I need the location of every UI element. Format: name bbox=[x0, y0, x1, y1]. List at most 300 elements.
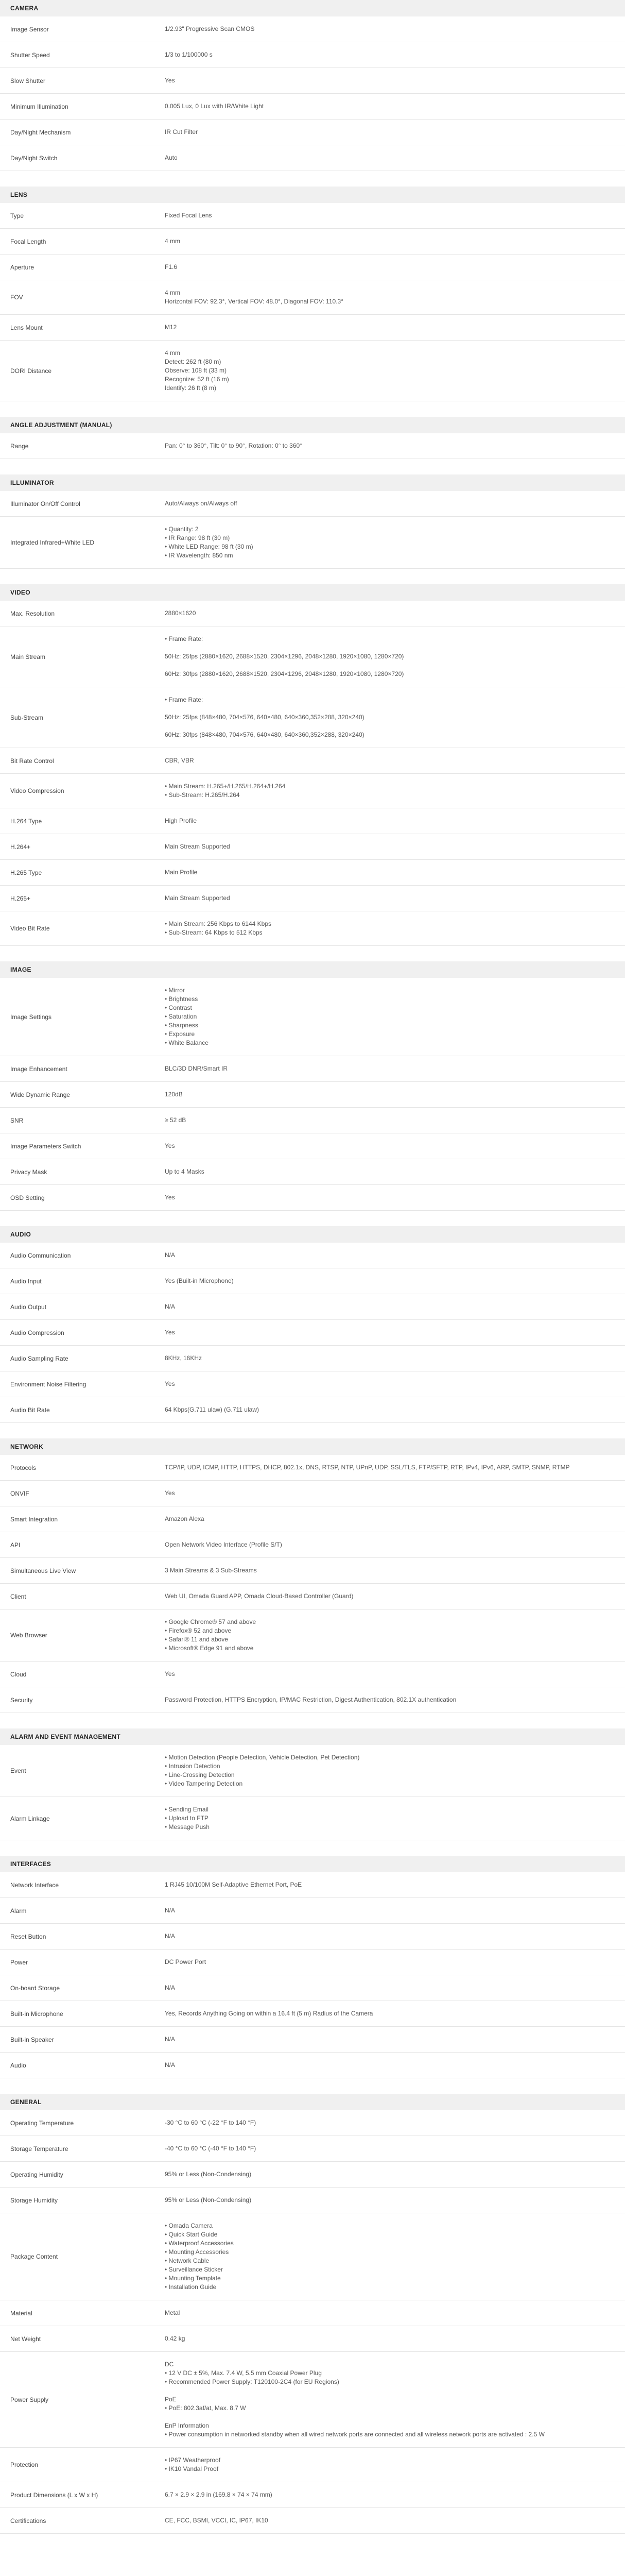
spec-label: Privacy Mask bbox=[10, 1168, 47, 1176]
spec-value-line: • Quick Start Guide bbox=[165, 2231, 218, 2238]
spec-value-line: 0.42 kg bbox=[165, 2335, 185, 2342]
spec-value bbox=[139, 2053, 625, 2078]
spec-value-line: Metal bbox=[165, 2309, 180, 2316]
spec-value bbox=[139, 433, 625, 459]
spec-value bbox=[139, 1185, 625, 1210]
spec-value-line: 3 Main Streams & 3 Sub-Streams bbox=[165, 1567, 257, 1574]
spec-row bbox=[0, 2482, 625, 2508]
spec-value bbox=[139, 1320, 625, 1345]
spec-value-line: N/A bbox=[165, 2036, 176, 2043]
spec-section bbox=[0, 0, 625, 171]
spec-value-line: Yes bbox=[165, 1489, 175, 1497]
spec-label: Shutter Speed bbox=[10, 51, 50, 59]
spec-value-line: Identify: 26 ft (8 m) bbox=[165, 384, 217, 392]
spec-row bbox=[0, 1745, 625, 1797]
section-title: CAMERA bbox=[0, 0, 625, 16]
spec-row bbox=[0, 1185, 625, 1211]
spec-row bbox=[0, 1975, 625, 2001]
spec-label: Slow Shutter bbox=[10, 77, 46, 84]
spec-value-line: 50Hz: 25fps (2880×1620, 2688×1520, 2304×1296, 2048×1280, 1920×1080, 1280×720) bbox=[165, 653, 404, 660]
spec-value bbox=[139, 1371, 625, 1397]
spec-value bbox=[139, 1558, 625, 1583]
spec-label: Range bbox=[10, 442, 29, 450]
spec-row bbox=[0, 2300, 625, 2326]
spec-value bbox=[139, 834, 625, 859]
spec-value-line: 4 mm bbox=[165, 238, 180, 245]
spec-row bbox=[0, 68, 625, 94]
spec-section bbox=[0, 961, 625, 1211]
spec-value bbox=[139, 1455, 625, 1480]
spec-value-line: CBR, VBR bbox=[165, 757, 194, 764]
spec-value bbox=[139, 341, 625, 401]
spec-value-line: • Sending Email bbox=[165, 1806, 209, 1813]
spec-row bbox=[0, 1687, 625, 1713]
spec-value-line: • IP67 Weatherproof bbox=[165, 2456, 221, 2464]
spec-label: ONVIF bbox=[10, 1489, 29, 1497]
spec-row bbox=[0, 808, 625, 834]
spec-value-line: N/A bbox=[165, 1907, 176, 1914]
spec-value-line: • Contrast bbox=[165, 1004, 192, 1011]
spec-row bbox=[0, 2188, 625, 2213]
spec-label: Lens Mount bbox=[10, 324, 43, 331]
spec-value bbox=[139, 2213, 625, 2300]
spec-row bbox=[0, 748, 625, 774]
spec-value-line: Open Network Video Interface (Profile S/T) bbox=[165, 1541, 282, 1548]
spec-value-line: N/A bbox=[165, 1251, 176, 1259]
spec-label: H.265+ bbox=[10, 894, 31, 902]
spec-value-line: 4 mm bbox=[165, 289, 180, 296]
spec-label: Operating Humidity bbox=[10, 2171, 63, 2178]
spec-label: Security bbox=[10, 1696, 33, 1704]
spec-row bbox=[0, 2326, 625, 2352]
spec-row bbox=[0, 1481, 625, 1506]
spec-value-line: • Frame Rate: bbox=[165, 696, 203, 703]
spec-label: Protection bbox=[10, 2461, 39, 2468]
spec-value-line: Auto/Always on/Always off bbox=[165, 500, 237, 507]
spec-row bbox=[0, 1584, 625, 1609]
spec-label: OSD Setting bbox=[10, 1194, 45, 1201]
spec-label: Audio Sampling Rate bbox=[10, 1354, 68, 1362]
spec-value-line: 60Hz: 30fps (2880×1620, 2688×1520, 2304×1296, 2048×1280, 1920×1080, 1280×720) bbox=[165, 670, 404, 677]
spec-row bbox=[0, 2213, 625, 2300]
spec-row bbox=[0, 145, 625, 171]
spec-value-line: Yes (Built-in Microphone) bbox=[165, 1277, 234, 1284]
spec-label: API bbox=[10, 1541, 21, 1549]
spec-label: Alarm bbox=[10, 1907, 27, 1914]
spec-value-line: Main Stream Supported bbox=[165, 843, 230, 850]
spec-value-line: N/A bbox=[165, 1984, 176, 1991]
spec-label: Material bbox=[10, 2309, 32, 2317]
spec-value-line: 64 Kbps(G.711 ulaw) (G.711 ulaw) bbox=[165, 1406, 259, 1413]
spec-label: Video Compression bbox=[10, 787, 64, 794]
spec-value-line: • Waterproof Accessories bbox=[165, 2240, 234, 2247]
spec-section bbox=[0, 584, 625, 946]
spec-row bbox=[0, 2162, 625, 2188]
spec-value bbox=[139, 1159, 625, 1184]
spec-row bbox=[0, 280, 625, 315]
spec-value-line: • Motion Detection (People Detection, Vehicle Detection, Pet Detection) bbox=[165, 1754, 360, 1761]
spec-value bbox=[139, 748, 625, 773]
spec-row bbox=[0, 255, 625, 280]
spec-value-line: • Mounting Accessories bbox=[165, 2248, 229, 2256]
spec-value-line: • Main Stream: 256 Kbps to 6144 Kbps bbox=[165, 920, 271, 927]
section-title: GENERAL bbox=[0, 2094, 625, 2110]
spec-value bbox=[139, 1268, 625, 1294]
spec-value bbox=[139, 16, 625, 42]
spec-value-line: • Upload to FTP bbox=[165, 1815, 209, 1822]
spec-label: Minimum Illumination bbox=[10, 103, 68, 110]
spec-row bbox=[0, 203, 625, 229]
spec-row bbox=[0, 2136, 625, 2162]
spec-label: Environment Noise Filtering bbox=[10, 1380, 86, 1388]
spec-row bbox=[0, 687, 625, 748]
spec-label: Reset Button bbox=[10, 1933, 46, 1940]
spec-value-line: TCP/IP, UDP, ICMP, HTTP, HTTPS, DHCP, 802.1x, DNS, RTSP, NTP, UPnP, UDP, SSL/TLS, FTP/SFTP, RTP, IPv4, IPv6, ARP, SMTP, SNMP, RTMP bbox=[165, 1464, 570, 1471]
spec-row bbox=[0, 1950, 625, 1975]
spec-label: Integrated Infrared+White LED bbox=[10, 539, 95, 546]
spec-row bbox=[0, 2027, 625, 2053]
spec-label: Built-in Microphone bbox=[10, 2010, 63, 2018]
spec-row bbox=[0, 1662, 625, 1687]
spec-value-line: DC Power Port bbox=[165, 1958, 206, 1965]
spec-row bbox=[0, 2053, 625, 2078]
spec-label: Wide Dynamic Range bbox=[10, 1091, 71, 1098]
spec-row bbox=[0, 120, 625, 145]
spec-value bbox=[139, 978, 625, 1056]
spec-value-line: • Firefox® 52 and above bbox=[165, 1627, 232, 1634]
spec-value-line: Main Profile bbox=[165, 869, 198, 876]
spec-value bbox=[139, 229, 625, 254]
spec-value-line: • Saturation bbox=[165, 1013, 197, 1020]
spec-value bbox=[139, 1609, 625, 1661]
spec-value bbox=[139, 517, 625, 568]
spec-value bbox=[139, 2110, 625, 2136]
spec-value bbox=[139, 860, 625, 885]
spec-value-line: • IR Range: 98 ft (30 m) bbox=[165, 534, 230, 541]
spec-row bbox=[0, 1558, 625, 1584]
spec-value bbox=[139, 687, 625, 748]
spec-value bbox=[139, 2300, 625, 2326]
spec-label: Audio Bit Rate bbox=[10, 1406, 50, 1414]
spec-value-line: 4 mm bbox=[165, 349, 180, 357]
spec-value-line: 60Hz: 30fps (848×480, 704×576, 640×480, 640×360,352×288, 320×240) bbox=[165, 731, 364, 738]
spec-label: Client bbox=[10, 1592, 26, 1600]
spec-row bbox=[0, 16, 625, 42]
spec-value-line: • White Balance bbox=[165, 1039, 209, 1046]
spec-label: Simultaneous Live View bbox=[10, 1567, 76, 1574]
spec-label: Network Interface bbox=[10, 1881, 59, 1889]
spec-section bbox=[0, 187, 625, 401]
spec-value bbox=[139, 1797, 625, 1840]
spec-label: Day/Night Switch bbox=[10, 154, 58, 162]
spec-value-line: Pan: 0° to 360°, Tilt: 0° to 90°, Rotation: 0° to 360° bbox=[165, 442, 302, 449]
spec-value-line: 95% or Less (Non-Condensing) bbox=[165, 2196, 252, 2204]
spec-value-line: -40 °C to 60 °C (-40 °F to 140 °F) bbox=[165, 2145, 256, 2152]
spec-value bbox=[139, 1975, 625, 2001]
spec-value-line: • Recommended Power Supply: T120100-2C4 (for EU Regions) bbox=[165, 2378, 339, 2385]
spec-value-line: Web UI, Omada Guard APP, Omada Cloud-Based Controller (Guard) bbox=[165, 1592, 354, 1600]
spec-value-line: Yes bbox=[165, 1380, 175, 1387]
spec-label: On-board Storage bbox=[10, 1984, 60, 1992]
section-title: ANGLE ADJUSTMENT (MANUAL) bbox=[0, 417, 625, 433]
spec-label: H.264 Type bbox=[10, 817, 42, 825]
spec-value bbox=[139, 2448, 625, 2482]
spec-section bbox=[0, 474, 625, 569]
spec-row bbox=[0, 1898, 625, 1924]
spec-row bbox=[0, 886, 625, 911]
spec-value-line: 2880×1620 bbox=[165, 609, 196, 617]
spec-value-line: • Sub-Stream: H.265/H.264 bbox=[165, 791, 240, 799]
spec-row bbox=[0, 1320, 625, 1346]
spec-row bbox=[0, 860, 625, 886]
spec-value bbox=[139, 1745, 625, 1797]
spec-label: Storage Temperature bbox=[10, 2145, 68, 2153]
spec-value bbox=[139, 1872, 625, 1897]
spec-value bbox=[139, 808, 625, 834]
spec-value bbox=[139, 1662, 625, 1687]
spec-value-line: • Line-Crossing Detection bbox=[165, 1771, 235, 1778]
spec-value bbox=[139, 1056, 625, 1081]
spec-value-line bbox=[165, 2413, 620, 2421]
spec-value-line: • Brightness bbox=[165, 995, 198, 1003]
spec-value bbox=[139, 1397, 625, 1422]
spec-row bbox=[0, 2001, 625, 2027]
spec-value bbox=[139, 2326, 625, 2351]
spec-section bbox=[0, 2094, 625, 2534]
spec-label: Protocols bbox=[10, 1464, 37, 1471]
section-title: VIDEO bbox=[0, 584, 625, 601]
section-title: AUDIO bbox=[0, 1226, 625, 1243]
spec-label: Event bbox=[10, 1767, 26, 1774]
spec-row bbox=[0, 1506, 625, 1532]
spec-value-line: M12 bbox=[165, 324, 177, 331]
spec-row bbox=[0, 626, 625, 687]
spec-value-line bbox=[165, 722, 620, 731]
spec-value-line: DC bbox=[165, 2361, 174, 2368]
spec-value-line: 95% or Less (Non-Condensing) bbox=[165, 2171, 252, 2178]
spec-value-line: Fixed Focal Lens bbox=[165, 212, 212, 219]
spec-value-line: • Frame Rate: bbox=[165, 635, 203, 642]
spec-value bbox=[139, 2027, 625, 2052]
spec-value-line bbox=[165, 2386, 620, 2395]
spec-value-line: N/A bbox=[165, 2061, 176, 2069]
spec-row bbox=[0, 1609, 625, 1662]
spec-row bbox=[0, 1797, 625, 1840]
spec-row bbox=[0, 1532, 625, 1558]
spec-label: Storage Humidity bbox=[10, 2196, 58, 2204]
spec-value-line: 1/2.93" Progressive Scan CMOS bbox=[165, 25, 255, 32]
spec-value-line: • Safari® 11 and above bbox=[165, 1636, 228, 1643]
spec-value bbox=[139, 774, 625, 808]
spec-value-line: 50Hz: 25fps (848×480, 704×576, 640×480, 640×360,352×288, 320×240) bbox=[165, 714, 364, 721]
spec-value-line: CE, FCC, BSMI, VCCI, IC, IP67, IK10 bbox=[165, 2517, 268, 2524]
spec-value-line: Amazon Alexa bbox=[165, 1515, 204, 1522]
spec-value-line: Yes bbox=[165, 1670, 175, 1677]
spec-value bbox=[139, 1294, 625, 1319]
spec-value bbox=[139, 1924, 625, 1949]
spec-value bbox=[139, 911, 625, 945]
spec-label: Max. Resolution bbox=[10, 609, 55, 617]
spec-value bbox=[139, 255, 625, 280]
spec-label: Aperture bbox=[10, 263, 34, 271]
spec-row bbox=[0, 774, 625, 808]
spec-value-line: High Profile bbox=[165, 817, 197, 824]
spec-value-line: Recognize: 52 ft (16 m) bbox=[165, 376, 229, 383]
spec-value bbox=[139, 1133, 625, 1159]
spec-value bbox=[139, 1506, 625, 1532]
spec-value-line: • White LED Range: 98 ft (30 m) bbox=[165, 543, 253, 550]
spec-value-line: • Surveillance Sticker bbox=[165, 2266, 223, 2273]
spec-row bbox=[0, 42, 625, 68]
spec-row bbox=[0, 1872, 625, 1898]
spec-value-line: • Google Chrome® 57 and above bbox=[165, 1618, 256, 1625]
spec-value bbox=[139, 94, 625, 119]
spec-value bbox=[139, 203, 625, 228]
section-title: ILLUMINATOR bbox=[0, 474, 625, 491]
spec-value-line: 0.005 Lux, 0 Lux with IR/White Light bbox=[165, 103, 264, 110]
spec-row bbox=[0, 2448, 625, 2482]
spec-label: Built-in Speaker bbox=[10, 2036, 54, 2043]
spec-label: Certifications bbox=[10, 2517, 46, 2524]
spec-value bbox=[139, 626, 625, 687]
spec-row bbox=[0, 94, 625, 120]
spec-label: Video Bit Rate bbox=[10, 925, 50, 932]
spec-row bbox=[0, 1056, 625, 1082]
spec-value-line: EnP Information bbox=[165, 2422, 209, 2429]
spec-value bbox=[139, 145, 625, 171]
spec-value-line: 1/3 to 1/100000 s bbox=[165, 51, 213, 58]
spec-label: Web Browser bbox=[10, 1632, 47, 1639]
spec-value-line: • Quantity: 2 bbox=[165, 526, 199, 533]
spec-label: Alarm Linkage bbox=[10, 1815, 50, 1822]
spec-row bbox=[0, 1346, 625, 1371]
spec-row bbox=[0, 229, 625, 255]
spec-row bbox=[0, 2110, 625, 2136]
spec-label: Type bbox=[10, 212, 24, 219]
spec-value-line: Yes bbox=[165, 1329, 175, 1336]
spec-section bbox=[0, 417, 625, 459]
spec-value-line: • PoE: 802.3af/at, Max. 8.7 W bbox=[165, 2404, 246, 2412]
spec-value-line: • Exposure bbox=[165, 1030, 195, 1038]
spec-value bbox=[139, 1584, 625, 1609]
spec-value-line: • Mirror bbox=[165, 987, 185, 994]
spec-row bbox=[0, 2352, 625, 2448]
spec-value bbox=[139, 1532, 625, 1557]
spec-value-line: Up to 4 Masks bbox=[165, 1168, 204, 1175]
spec-value-line: Yes, Records Anything Going on within a 16.4 ft (5 m) Radius of the Camera bbox=[165, 2010, 373, 2017]
spec-value-line: 6.7 × 2.9 × 2.9 in (169.8 × 74 × 74 mm) bbox=[165, 2491, 272, 2498]
spec-value bbox=[139, 42, 625, 67]
spec-row bbox=[0, 491, 625, 517]
spec-label: Image Sensor bbox=[10, 25, 49, 33]
section-title: LENS bbox=[0, 187, 625, 203]
spec-value-line: Yes bbox=[165, 1194, 175, 1201]
spec-value bbox=[139, 2162, 625, 2187]
spec-value-line: Password Protection, HTTPS Encryption, IP/MAC Restriction, Digest Authentication, 802.1X authentication bbox=[165, 1696, 457, 1703]
spec-label: Package Content bbox=[10, 2253, 58, 2260]
spec-value bbox=[139, 886, 625, 911]
spec-label: Illuminator On/Off Control bbox=[10, 500, 80, 507]
spec-value-line: • IK10 Vandal Proof bbox=[165, 2465, 219, 2472]
spec-value-line: ≥ 52 dB bbox=[165, 1116, 186, 1124]
spec-value-line: Main Stream Supported bbox=[165, 894, 230, 902]
spec-value-line: N/A bbox=[165, 1933, 176, 1940]
spec-label: Operating Temperature bbox=[10, 2119, 74, 2127]
spec-value-line: Observe: 108 ft (33 m) bbox=[165, 367, 227, 374]
spec-label: H.264+ bbox=[10, 843, 31, 851]
spec-row bbox=[0, 517, 625, 569]
spec-label: SNR bbox=[10, 1116, 24, 1124]
section-title: INTERFACES bbox=[0, 1856, 625, 1872]
spec-value-line: • Intrusion Detection bbox=[165, 1762, 220, 1770]
spec-row bbox=[0, 911, 625, 946]
spec-value bbox=[139, 1481, 625, 1506]
spec-label: Audio Input bbox=[10, 1277, 42, 1285]
spec-row bbox=[0, 1294, 625, 1320]
spec-value bbox=[139, 2352, 625, 2447]
spec-value-line: • Network Cable bbox=[165, 2257, 210, 2264]
spec-label: Cloud bbox=[10, 1670, 27, 1678]
spec-section bbox=[0, 1438, 625, 1713]
spec-label: Bit Rate Control bbox=[10, 757, 54, 765]
spec-label: Image Settings bbox=[10, 1013, 52, 1021]
spec-label: Smart Integration bbox=[10, 1515, 58, 1523]
spec-row bbox=[0, 1371, 625, 1397]
spec-value-line: • 12 V DC ± 5%, Max. 7.4 W, 5.5 mm Coaxial Power Plug bbox=[165, 2369, 322, 2377]
spec-value bbox=[139, 2001, 625, 2026]
spec-row bbox=[0, 1455, 625, 1481]
spec-row bbox=[0, 1159, 625, 1185]
spec-value bbox=[139, 280, 625, 314]
spec-value-line: • Microsoft® Edge 91 and above bbox=[165, 1645, 254, 1652]
spec-value-line: Yes bbox=[165, 1142, 175, 1149]
spec-value-line: • Message Push bbox=[165, 1823, 210, 1831]
spec-section bbox=[0, 1856, 625, 2078]
spec-value bbox=[139, 1687, 625, 1713]
spec-row bbox=[0, 1397, 625, 1423]
spec-value-line: Auto bbox=[165, 154, 178, 161]
spec-row bbox=[0, 2508, 625, 2534]
spec-row bbox=[0, 341, 625, 401]
spec-value-line: • IR Wavelength: 850 nm bbox=[165, 552, 233, 559]
spec-label: Audio Communication bbox=[10, 1251, 71, 1259]
spec-row bbox=[0, 1108, 625, 1133]
spec-value bbox=[139, 1898, 625, 1923]
spec-value-line: Yes bbox=[165, 77, 175, 84]
spec-value-line bbox=[165, 704, 620, 713]
spec-label: Product Dimensions (L x W x H) bbox=[10, 2491, 98, 2499]
spec-value-line: • Main Stream: H.265+/H.265/H.264+/H.264 bbox=[165, 783, 286, 790]
spec-label: FOV bbox=[10, 294, 23, 301]
spec-label: Audio Output bbox=[10, 1303, 47, 1311]
spec-value-line bbox=[165, 643, 620, 652]
spec-label: Power Supply bbox=[10, 2396, 49, 2403]
spec-row bbox=[0, 1268, 625, 1294]
spec-label: Image Enhancement bbox=[10, 1065, 67, 1073]
spec-value bbox=[139, 2508, 625, 2533]
spec-label: Audio Compression bbox=[10, 1329, 64, 1336]
section-title: IMAGE bbox=[0, 961, 625, 978]
spec-value bbox=[139, 2188, 625, 2213]
spec-label: Focal Length bbox=[10, 238, 46, 245]
spec-value bbox=[139, 120, 625, 145]
spec-row bbox=[0, 315, 625, 341]
spec-row bbox=[0, 1924, 625, 1950]
spec-value-line: N/A bbox=[165, 1303, 176, 1310]
spec-value-line: 1 RJ45 10/100M Self-Adaptive Ethernet Port, PoE bbox=[165, 1881, 302, 1888]
spec-value-line: • Mounting Template bbox=[165, 2275, 221, 2282]
section-title: NETWORK bbox=[0, 1438, 625, 1455]
